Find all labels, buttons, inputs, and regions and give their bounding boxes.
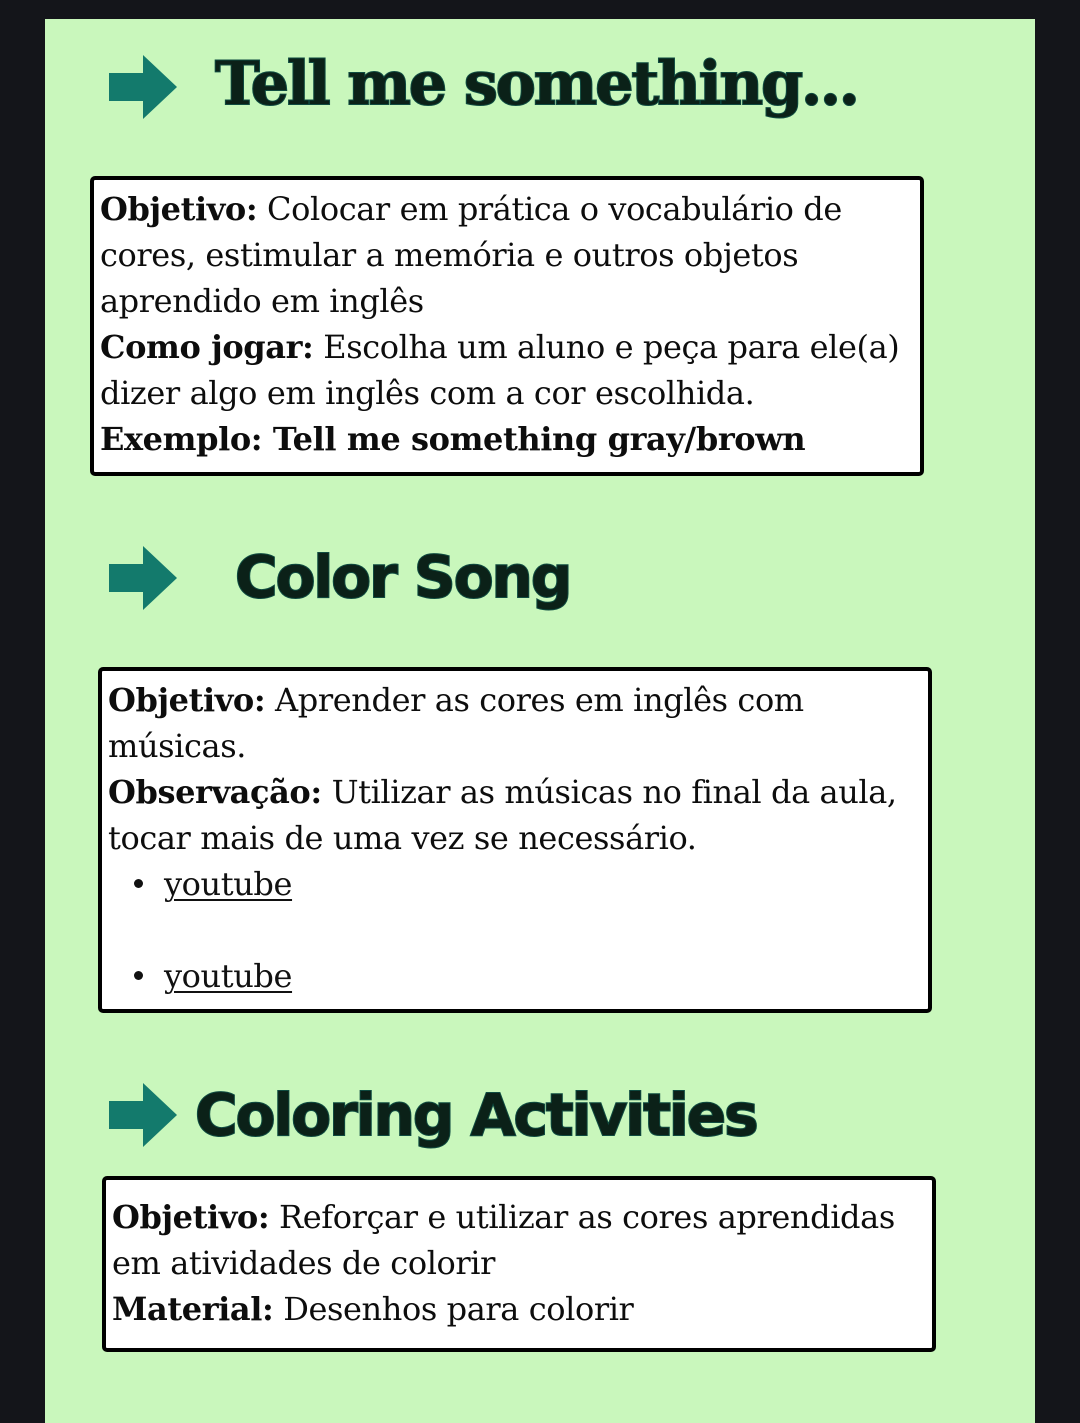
- line-text: Desenhos para colorir: [273, 1290, 634, 1328]
- line-label: Como jogar:: [100, 328, 314, 366]
- line-text: Reforçar e utilizar as cores aprendidas em atividades de colorir: [112, 1198, 895, 1282]
- line-text: Escolha um aluno e peça para ele(a) dizer algo em inglês com a cor escolhida.: [100, 328, 900, 412]
- youtube-link[interactable]: youtube: [164, 865, 293, 903]
- youtube-link[interactable]: youtube: [164, 957, 293, 995]
- card-line-objetivo: [100, 186, 914, 324]
- line-label: Objetivo:: [108, 681, 266, 719]
- list-item: [164, 953, 922, 1045]
- line-text: Utilizar as músicas no final da aula, tocar mais de uma vez se necessário.: [108, 773, 897, 857]
- line-label: Material:: [112, 1290, 274, 1328]
- line-label: Objetivo:: [100, 190, 258, 228]
- card-line-objetivo: [112, 1194, 926, 1286]
- bullet-icon: [134, 879, 143, 888]
- line-label: Objetivo:: [112, 1198, 270, 1236]
- line-label: Exemplo: Tell me something gray/brown: [100, 420, 806, 458]
- line-text: Colocar em prática o vocabulário de cores, estimular a memória e outros objetos aprendido em inglês: [100, 190, 842, 320]
- section-title-coloring-activities: Coloring Activities: [195, 1081, 757, 1149]
- section-card-coloring-activities: [102, 1176, 936, 1352]
- right-arrow-icon: [107, 53, 179, 121]
- list-item: [164, 861, 922, 953]
- document-page: [45, 19, 1035, 1423]
- right-arrow-icon: [107, 1081, 179, 1149]
- card-line-exemplo: [100, 416, 914, 462]
- section-card-tell-me-something: [90, 176, 924, 476]
- card-line-observacao: [108, 769, 922, 861]
- section-title-color-song: Color Song: [235, 543, 571, 611]
- bullet-icon: [134, 971, 143, 980]
- link-list: [108, 861, 922, 1045]
- line-label: Observação:: [108, 773, 322, 811]
- card-line-objetivo: [108, 677, 922, 769]
- section-card-color-song: [98, 667, 932, 1013]
- section-title-tell-me-something: Tell me something...: [215, 49, 858, 119]
- card-line-como-jogar: [100, 324, 914, 416]
- card-line-material: [112, 1286, 926, 1332]
- right-arrow-icon: [107, 544, 179, 612]
- line-text: Aprender as cores em inglês com músicas.: [108, 681, 804, 765]
